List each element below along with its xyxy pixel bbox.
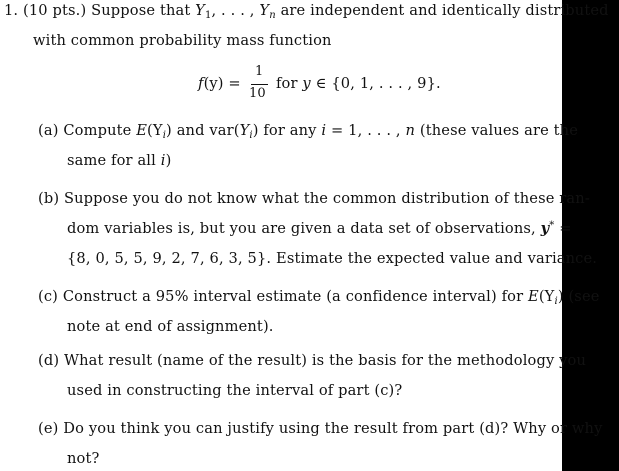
subscript-i-c: i (554, 296, 558, 307)
expectation-e: E (136, 122, 148, 139)
formula-for: for (276, 75, 298, 92)
part-e-line-1 (38, 420, 602, 437)
question-intro-text-2: are independent and identically distributed (280, 2, 609, 19)
formula-set: ∈ {0, 1, . . . , 9}. (315, 75, 441, 92)
part-c-line-1 (38, 288, 600, 307)
part-b-text-2: dom variables is, but you are given a data set of observations, (67, 220, 536, 237)
part-c-line-2: note at end of assignment). (67, 318, 274, 335)
observation-set: {8, 0, 5, 5, 9, 2, 7, 6, 3, 5}. (67, 250, 272, 267)
observations-y: y (540, 220, 550, 237)
fraction-bar (251, 84, 268, 85)
part-c-label: (c) (38, 288, 59, 305)
var-y: Y (239, 122, 250, 139)
part-e-label: (e) (38, 420, 59, 437)
part-a-line2-text: same for all (67, 152, 156, 169)
part-a-line-1 (38, 122, 578, 141)
expectation-arg: (Y (147, 122, 163, 139)
question-points: (10 pts.) (23, 2, 87, 19)
ellipsis: , . . . , (211, 2, 255, 19)
part-b-line-3 (67, 250, 597, 267)
fraction-denominator: 10 (249, 86, 266, 101)
question-intro-text: Suppose that (91, 2, 191, 19)
part-a-text-2: ) for any (252, 122, 317, 139)
part-d-line-1 (38, 352, 586, 369)
part-a-text-4: (these values are the (419, 122, 579, 139)
part-b-text-1: Suppose you do not know what the common distribution of these ran- (63, 190, 590, 207)
formula-lhs (198, 75, 241, 92)
part-a-label: (a) (38, 122, 59, 139)
part-d-label: (d) (38, 352, 60, 369)
part-a-line2-i: i (160, 152, 166, 169)
part-b-line-1 (38, 190, 590, 207)
part-a-range: = 1, . . . , (331, 122, 401, 139)
part-a-line-2 (67, 152, 171, 169)
subscript-n: n (269, 10, 276, 21)
part-a-and-var: and var( (176, 122, 240, 139)
part-d-text-1: What result (name of the result) is the basis for the methodology you (63, 352, 587, 369)
formula-lhs-arg: (y) = (203, 75, 241, 92)
subscript-i-2: i (249, 130, 253, 141)
part-c-text-2: ) (see (557, 288, 600, 305)
part-b-text-3: Estimate the expected value and variance. (276, 250, 598, 267)
index-i: i (321, 122, 327, 139)
part-a-text: Compute (63, 122, 132, 139)
expectation-arg-c: (Y (538, 288, 555, 305)
part-b-line-2 (67, 220, 572, 237)
var-y1: Y (195, 2, 205, 19)
part-d-line-2: used in constructing the interval of part (c)? (67, 382, 403, 399)
part-c-text-1: Construct a 95% interval estimate (a confidence interval) for (62, 288, 524, 305)
formula-domain (276, 75, 441, 92)
fraction-numerator: 1 (255, 64, 264, 79)
question-1-line-2: with common probability mass function (33, 32, 332, 49)
close-paren: ) (166, 122, 172, 139)
part-a-line2-close: ) (165, 152, 172, 169)
part-b-label: (b) (38, 190, 60, 207)
question-number: 1. (4, 2, 19, 19)
question-1-line-1 (4, 2, 609, 21)
expectation-e-c: E (528, 288, 539, 305)
index-n: n (405, 122, 416, 139)
part-e-text-1: Do you think you can justify using the result from part (d)? Why or why (63, 420, 603, 437)
formula-f: f (198, 75, 204, 92)
var-yn: Y (259, 2, 270, 19)
equals-sign: = (559, 220, 572, 237)
star-superscript: * (549, 220, 555, 231)
part-e-line-2: not? (67, 450, 100, 467)
formula-y: y (302, 75, 311, 92)
subscript-1: 1 (204, 10, 212, 21)
subscript-i: i (162, 130, 167, 141)
